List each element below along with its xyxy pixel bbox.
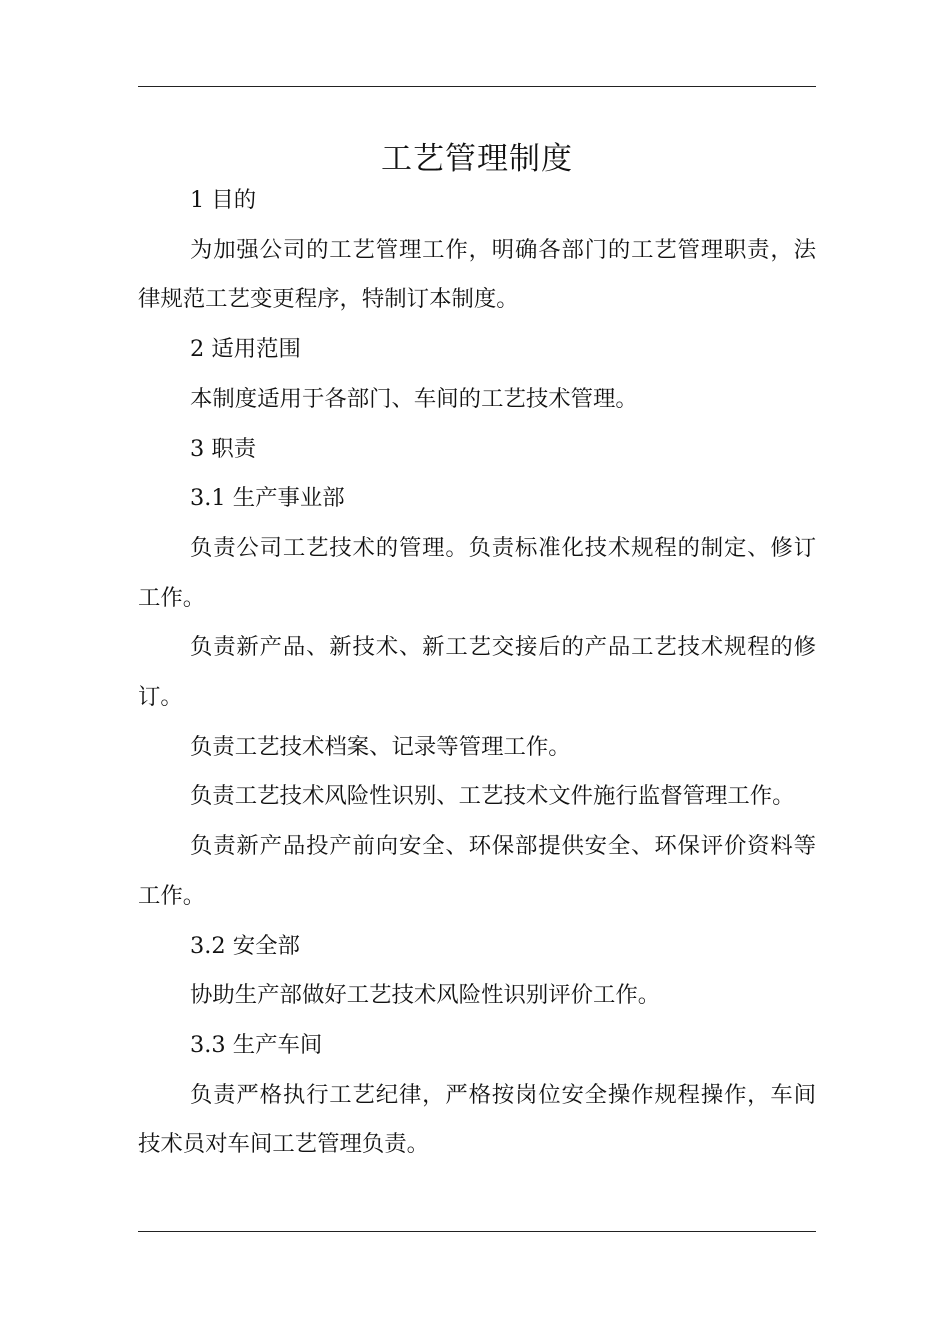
subsection-heading-workshop: 3.3 生产车间	[190, 1031, 323, 1058]
subsection-heading-production-division: 3.1 生产事业部	[190, 485, 345, 512]
section-heading-responsibilities: 3 职责	[190, 435, 257, 462]
section-heading-purpose: 1 目的	[190, 187, 257, 213]
document-body	[138, 176, 816, 1170]
paragraph-production-duty-1: 负责公司工艺技术的管理。负责标准化技术规程的制定、修订工作。	[138, 534, 816, 611]
paragraph-production-duty-4: 负责工艺技术风险性识别、工艺技术文件施行监督管理工作。	[190, 783, 795, 810]
paragraph-purpose: 为加强公司的工艺管理工作，明确各部门的工艺管理职责，法律规范工艺变更程序，特制订本制度。	[138, 236, 816, 313]
header-rule	[138, 86, 816, 87]
paragraph-production-duty-5: 负责新产品投产前向安全、环保部提供安全、环保评价资料等工作。	[138, 833, 816, 909]
footer-rule	[138, 1231, 816, 1232]
paragraph-scope: 本制度适用于各部门、车间的工艺技术管理。	[190, 385, 638, 412]
page-title: 工艺管理制度	[381, 140, 573, 177]
paragraph-workshop-duty: 负责严格执行工艺纪律，严格按岗位安全操作规程操作，车间技术员对车间工艺管理负责。	[138, 1081, 816, 1158]
paragraph-production-duty-3: 负责工艺技术档案、记录等管理工作。	[190, 733, 571, 760]
paragraph-safety-duty: 协助生产部做好工艺技术风险性识别评价工作。	[190, 982, 661, 1009]
section-heading-scope: 2 适用范围	[190, 336, 301, 363]
paragraph-production-duty-2: 负责新产品、新技术、新工艺交接后的产品工艺技术规程的修订。	[138, 634, 816, 711]
subsection-heading-safety-dept: 3.2 安全部	[190, 932, 300, 959]
